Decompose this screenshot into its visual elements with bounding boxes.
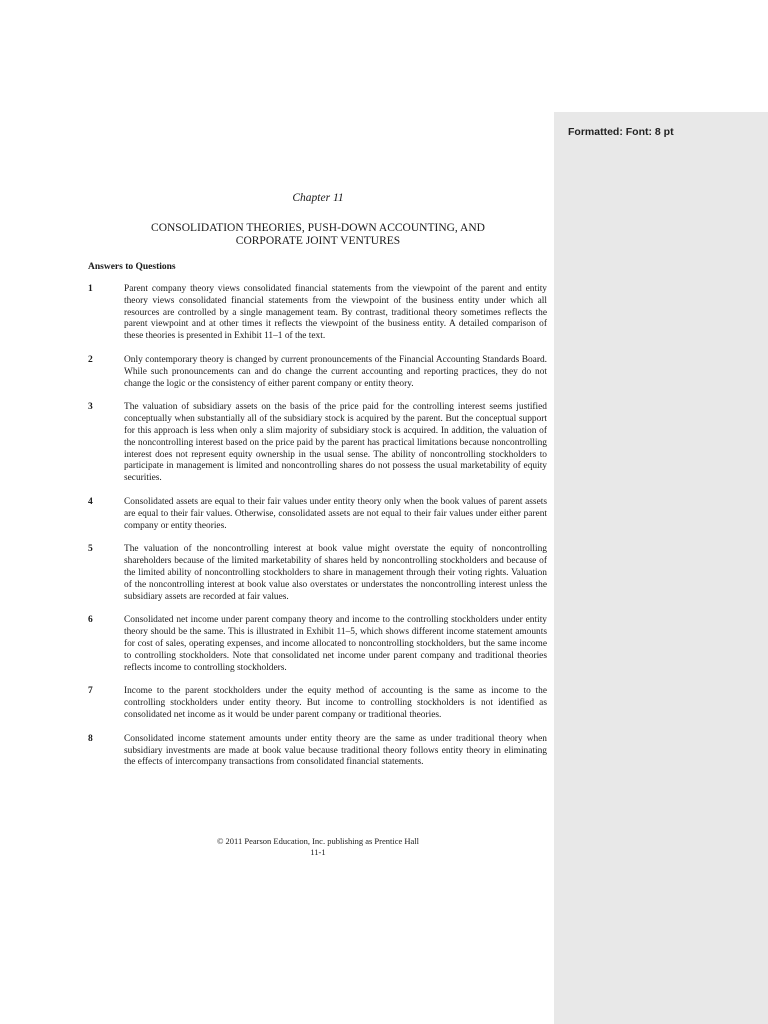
- answer-item: [88, 544, 548, 603]
- answer-number: 2: [88, 354, 93, 365]
- answer-text: Income to the parent stockholders under the equity method of accounting is the same as income to the controlling stockholders under entity theory. But income to controlling stockholders is not identified as consolidated net income as it would be under parent company or traditional theories.: [124, 686, 547, 720]
- page-footer: [88, 836, 548, 858]
- answer-text: The valuation of subsidiary assets on the basis of the price paid for the controlling interest seems justified conceptually when substantially all of the subsidiary stock is acquired by the parent. But the conceptual support for this approach is less when only a slim majority of subsidiary stock is acquired. In addition, the valuation of the noncontrolling interest based on the price paid by the parent has practical limitations because noncontrolling interest does not represent equity ownership in the usual sense. The ability of noncontrolling stockholders to participate in management is limited and noncontrolling shares do not possess the usual marketability of equity securities.: [124, 402, 547, 484]
- answer-text: Consolidated net income under parent company theory and income to the controlling stockholders under entity theory should be the same. This is illustrated in Exhibit 11–5, which shows different income statement amounts for cost of sales, operating expenses, and income allocated to noncontrolling stockholders, but the same income to controlling stockholders. Note that consolidated net income under parent company and traditional theories reflects income to controlling stockholders.: [124, 615, 547, 673]
- answer-item: [88, 355, 548, 390]
- comment-pane: [554, 112, 768, 1024]
- chapter-title-line: CORPORATE JOINT VENTURES: [235, 235, 401, 247]
- page-number: 11-1: [310, 847, 326, 857]
- answer-item: [88, 686, 548, 721]
- answer-number: 7: [88, 686, 93, 697]
- answer-number: 3: [88, 402, 93, 413]
- answer-item: [88, 734, 548, 769]
- answer-number: 8: [88, 733, 93, 744]
- copyright-text: © 2011 Pearson Education, Inc. publishing as Prentice Hall: [216, 836, 420, 846]
- section-heading: Answers to Questions: [88, 262, 176, 272]
- answer-item: [88, 402, 548, 485]
- answer-item: [88, 284, 548, 343]
- answer-number: 4: [88, 496, 93, 507]
- answer-text: Only contemporary theory is changed by current pronouncements of the Financial Accounting Standards Board. While such pronouncements can and do change the current accounting and reporting practices, they do not change the logic or the consistency of either parent company or entity theory.: [124, 354, 547, 389]
- answer-text: Consolidated income statement amounts under entity theory are the same as under traditional theory when subsidiary investments are made at book value because traditional theory follows entity theory in eliminating the effects of intercompany transactions from consolidated financial statements.: [124, 733, 547, 768]
- chapter-title-line: CONSOLIDATION THEORIES, PUSH-DOWN ACCOUNTING, AND: [151, 222, 485, 234]
- answer-item: [88, 497, 548, 532]
- document-page: [88, 0, 548, 1024]
- answer-item: [88, 615, 548, 674]
- answer-text: The valuation of the noncontrolling interest at book value might overstate the equity of noncontrolling shareholders because of the limited marketability of shares held by noncontrolling stockholders and because of the limited ability of noncontrolling stockholders to share in management through their voting rights. Valuation of the noncontrolling interest at book value also overstates or understates the noncontrolling interest unless the subsidiary assets are recorded at fair values.: [124, 544, 547, 602]
- answers-list: [88, 284, 548, 781]
- chapter-label: Chapter 11: [292, 192, 344, 204]
- answer-number: 5: [88, 544, 93, 555]
- answer-text: Parent company theory views consolidated financial statements from the viewpoint of the parent and entity theory views consolidated financial statements from the viewpoint of the business entity under which all resources are controlled by a single management team. By contrast, traditional theory sometimes reflects the parent viewpoint and at other times it reflects the viewpoint of the business entity. A detailed comparison of these theories is presented in Exhibit 11–1 of the text.: [124, 284, 547, 342]
- answer-number: 6: [88, 615, 93, 626]
- answer-number: 1: [88, 284, 93, 294]
- chapter-title: [88, 222, 548, 248]
- comment-label: Formatted: Font: 8 pt: [568, 126, 674, 138]
- answer-text: Consolidated assets are equal to their fair values under entity theory only when the book values of parent assets are equal to their fair values. Otherwise, consolidated assets are not equal to their fair values under either parent company or entity theories.: [124, 496, 547, 531]
